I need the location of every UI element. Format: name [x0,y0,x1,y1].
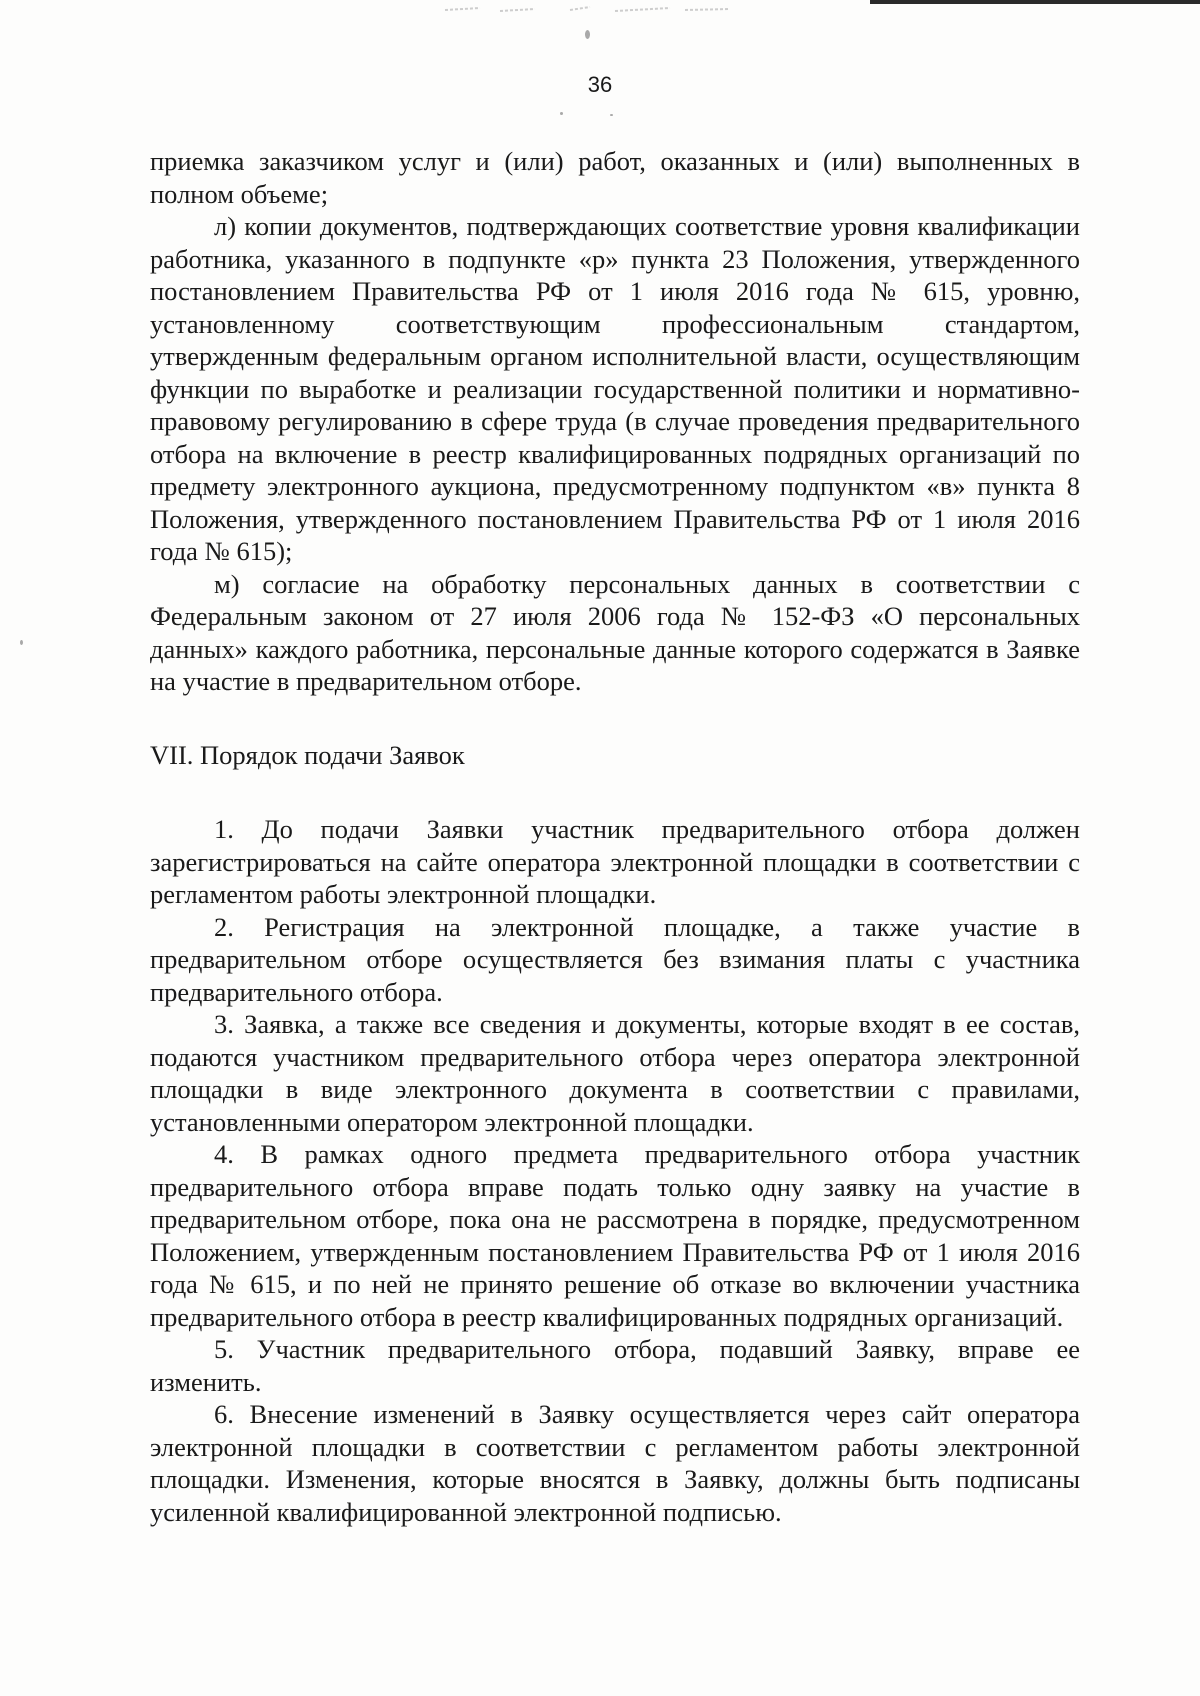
scan-border-artifact [870,0,1200,4]
scan-speck [585,30,590,39]
paragraphs-before-section [150,145,1080,698]
paragraph: 6. Внесение изменений в Заявку осуществляется через сайт оператора электронной площадки в соответствии с регламентом работы электронной площадки. Изменения, которые вносятся в Заявку, должны быть подписаны усиленной квалифицированной электронной подписью. [150,1399,1080,1527]
paragraph: 3. Заявка, а также все сведения и документы, которые входят в ее состав, подаются участником предварительного отбора через оператора электронной площадки в виде электронного документа в соответствии с правилами, установленными оператором электронной площадки. [150,1009,1080,1137]
scan-noise-artifact [440,2,740,16]
scan-speck [610,114,613,116]
paragraph: 1. До подачи Заявки участник предварительного отбора должен зарегистрироваться на сайте оператора электронной площадки в соответствии с регламентом работы электронной площадки. [150,814,1080,909]
paragraph: 5. Участник предварительного отбора, подавший Заявку, вправе ее изменить. [150,1334,1080,1397]
paragraph: 2. Регистрация на электронной площадке, а также участие в предварительном отборе осуществляется без взимания платы с участника предварительного отбора. [150,911,1080,1007]
paragraph: м) согласие на обработку персональных данных в соответствии с Федеральным законом от 27 июля 2006 года № 152-ФЗ «О персональных данных» каждого работника, персональные данные которого содержатся в Заявке на участие в предварительном отборе. [150,568,1080,696]
paragraph: приемка заказчиком услуг и (или) работ, оказанных и (или) выполненных в полном объеме; [150,146,1080,209]
scan-speck [20,640,23,645]
scan-speck [560,112,563,115]
paragraph: 4. В рамках одного предмета предварительного отбора участник предварительного отбора вправе подать только одну заявку на участие в предварительном отборе, пока она не рассмотрена в порядке, предусмотренном Положением, утвержденным постановлением Правительства РФ от 1 июля 2016 года № 615, и по ней не принято решение об отказе во включении участника предварительного отбора в реестр квалифицированных подрядных организаций. [150,1139,1080,1332]
page-number: 36 [587,72,613,97]
paragraph: л) копии документов, подтверждающих соответствие уровня квалификации работника, указанного в подпункте «р» пункта 23 Положения, утвержденного постановлением Правительства РФ от 1 июля 2016 года № 615, уровню, установленному соответствующим профессиональным стандартом, утвержденным федеральным органом исполнительной власти, осуществляющим функции по выработке и реализации государственной политики и нормативно-правовому регулированию в сфере труда (в случае проведения предварительного отбора на включение в реестр квалифицированных подрядных организаций по предмету электронного аукциона, предусмотренному подпунктом «в» пункта 8 Положения, утвержденного постановлением Правительства РФ от 1 июля 2016 года № 615); [150,211,1080,566]
document-body [150,145,1080,1528]
section-heading: VII. Порядок подачи Заявок [150,739,465,770]
paragraphs-after-section [150,813,1080,1528]
